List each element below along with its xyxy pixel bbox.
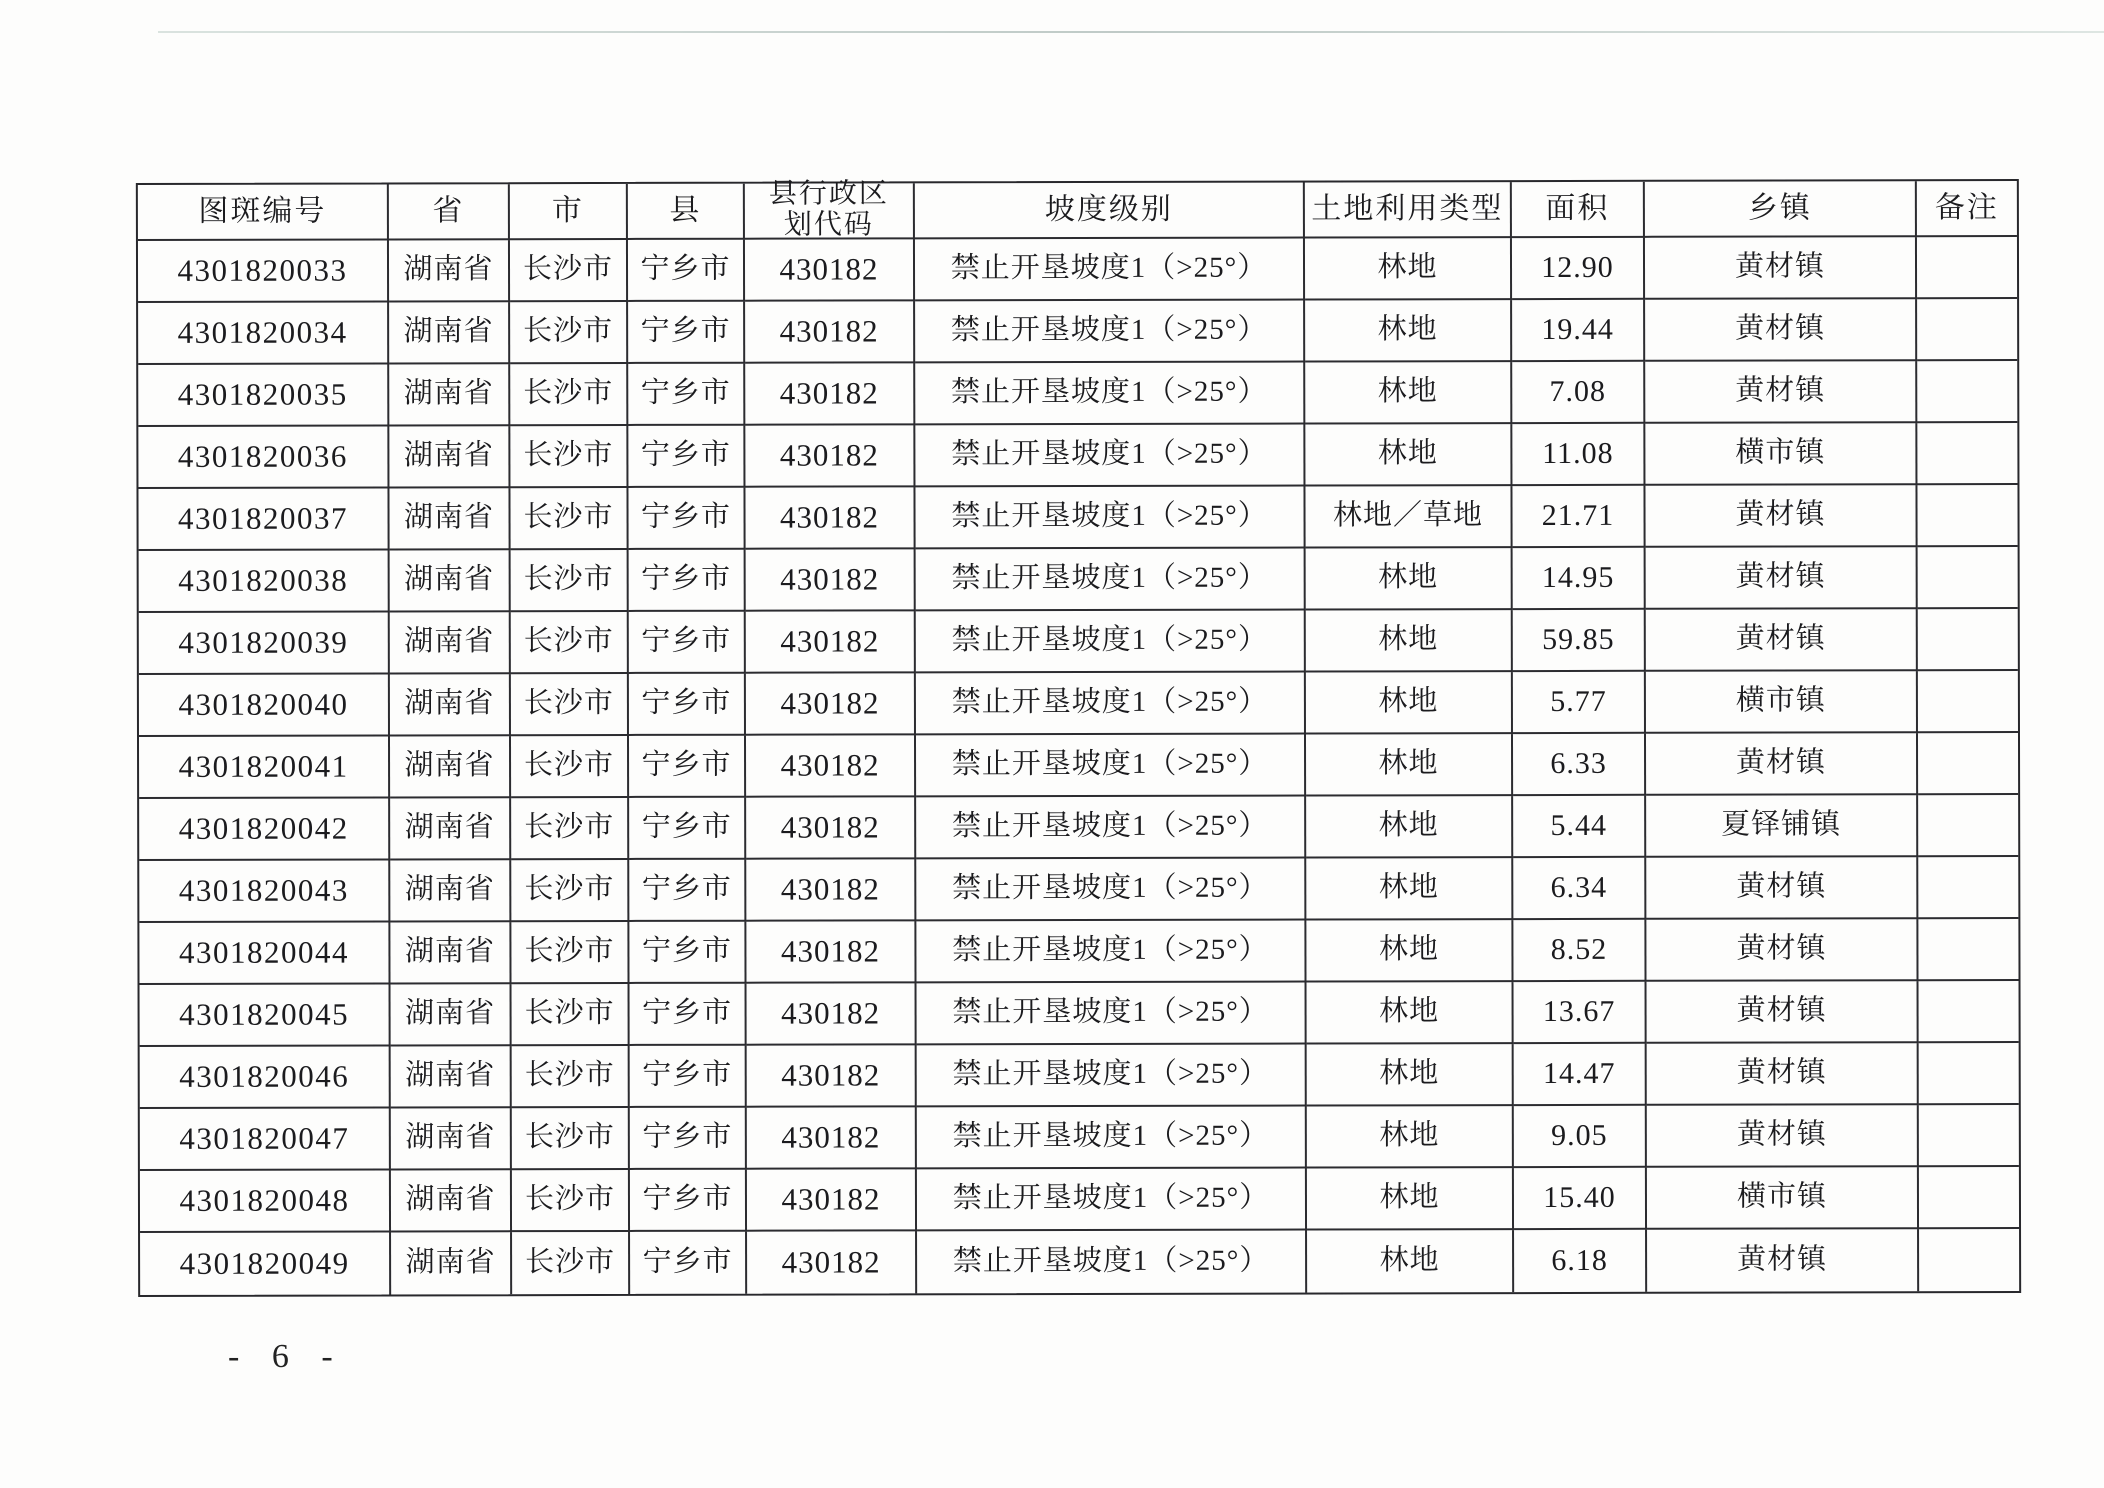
cell-township: 黄材镇 — [1645, 237, 1917, 300]
cell-slope-level: 禁止开垦坡度1（>25°） — [915, 425, 1305, 488]
table-row — [140, 1105, 2019, 1171]
table-row — [138, 423, 2017, 489]
cell-remark — [1917, 361, 2017, 423]
cell-township: 横市镇 — [1647, 1167, 1919, 1230]
cell-land-use-type: 林地 — [1306, 796, 1513, 858]
cell-province: 湖南省 — [390, 922, 511, 984]
cell-remark — [1918, 609, 2018, 671]
cell-land-use-type: 林地 — [1307, 1168, 1514, 1230]
cell-township: 黄材镇 — [1645, 299, 1917, 362]
cell-county: 宁乡市 — [630, 1232, 747, 1294]
cell-land-use-type: 林地 — [1306, 548, 1513, 610]
cell-land-use-type: 林地 — [1306, 672, 1513, 734]
table-row — [139, 547, 2018, 613]
cell-county: 宁乡市 — [628, 426, 745, 488]
cell-slope-level: 禁止开垦坡度1（>25°） — [915, 239, 1305, 302]
cell-county-code: 430182 — [747, 983, 917, 1045]
cell-township: 黄材镇 — [1645, 485, 1917, 548]
table-row — [138, 299, 2017, 365]
cell-county: 宁乡市 — [630, 984, 747, 1046]
cell-plot-id: 4301820033 — [138, 240, 389, 303]
header-plot-id: 图斑编号 — [138, 184, 389, 241]
cell-province: 湖南省 — [390, 736, 511, 798]
cell-plot-id: 4301820045 — [140, 984, 391, 1047]
cell-county-code: 430182 — [747, 1107, 917, 1169]
table-row — [138, 361, 2017, 427]
cell-area: 14.95 — [1513, 548, 1646, 610]
cell-plot-id: 4301820034 — [138, 302, 389, 365]
cell-county: 宁乡市 — [630, 1108, 747, 1170]
cell-county-code: 430182 — [746, 549, 916, 611]
cell-area: 5.77 — [1513, 672, 1646, 734]
cell-city: 长沙市 — [511, 860, 629, 922]
cell-township: 黄材镇 — [1646, 547, 1918, 610]
cell-township: 黄材镇 — [1646, 609, 1918, 672]
cell-area: 15.40 — [1514, 1168, 1647, 1230]
cell-slope-level: 禁止开垦坡度1（>25°） — [917, 983, 1307, 1046]
cell-slope-level: 禁止开垦坡度1（>25°） — [915, 487, 1305, 550]
cell-province: 湖南省 — [390, 798, 511, 860]
cell-city: 长沙市 — [511, 550, 629, 612]
cell-remark — [1918, 547, 2018, 609]
cell-area: 6.34 — [1513, 858, 1646, 920]
cell-city: 长沙市 — [510, 302, 628, 364]
cell-province: 湖南省 — [389, 488, 510, 550]
cell-county-code: 430182 — [747, 1169, 917, 1231]
cell-land-use-type: 林地 — [1305, 362, 1512, 424]
cell-city: 长沙市 — [512, 1170, 630, 1232]
cell-county-code: 430182 — [745, 425, 915, 487]
cell-county-code: 430182 — [746, 797, 916, 859]
cell-area: 11.08 — [1512, 424, 1645, 486]
cell-county: 宁乡市 — [628, 364, 745, 426]
cell-county-code: 430182 — [746, 673, 916, 735]
cell-slope-level: 禁止开垦坡度1（>25°） — [916, 673, 1306, 736]
cell-area: 59.85 — [1513, 610, 1646, 672]
cell-county-code: 430182 — [745, 363, 915, 425]
cell-province: 湖南省 — [390, 674, 511, 736]
cell-county: 宁乡市 — [628, 302, 745, 364]
table-row — [139, 795, 2018, 861]
cell-area: 13.67 — [1514, 982, 1647, 1044]
cell-province: 湖南省 — [391, 984, 512, 1046]
header-township: 乡镇 — [1645, 181, 1917, 238]
header-city: 市 — [510, 184, 628, 240]
cell-remark — [1917, 237, 2017, 299]
cell-land-use-type: 林地 — [1307, 1044, 1514, 1106]
cell-area: 6.33 — [1513, 734, 1646, 796]
cell-area: 9.05 — [1514, 1106, 1647, 1168]
cell-slope-level: 禁止开垦坡度1（>25°） — [916, 549, 1306, 612]
cell-land-use-type: 林地 — [1307, 982, 1514, 1044]
cell-city: 长沙市 — [512, 984, 630, 1046]
cell-county: 宁乡市 — [629, 736, 746, 798]
scan-artifact-line — [158, 31, 2104, 33]
cell-county-code: 430182 — [746, 859, 916, 921]
header-area: 面积 — [1512, 182, 1645, 238]
land-plot-table — [136, 179, 2021, 1297]
cell-remark — [1919, 981, 2019, 1043]
cell-plot-id: 4301820046 — [140, 1046, 391, 1109]
cell-slope-level: 禁止开垦坡度1（>25°） — [917, 1045, 1307, 1108]
cell-slope-level: 禁止开垦坡度1（>25°） — [916, 859, 1306, 922]
cell-land-use-type: 林地 — [1306, 858, 1513, 920]
cell-plot-id: 4301820041 — [139, 736, 390, 799]
cell-province: 湖南省 — [390, 860, 511, 922]
cell-plot-id: 4301820042 — [139, 798, 390, 861]
cell-township: 黄材镇 — [1647, 1105, 1919, 1168]
table-row — [138, 485, 2017, 551]
cell-plot-id: 4301820035 — [138, 364, 389, 427]
table-row — [138, 237, 2017, 303]
cell-area: 8.52 — [1513, 920, 1646, 982]
cell-county: 宁乡市 — [628, 488, 745, 550]
cell-plot-id: 4301820039 — [139, 612, 390, 675]
cell-county: 宁乡市 — [629, 550, 746, 612]
cell-county-code: 430182 — [746, 921, 916, 983]
table-body — [138, 237, 2019, 1295]
cell-county-code: 430182 — [747, 1045, 917, 1107]
cell-county: 宁乡市 — [629, 798, 746, 860]
cell-slope-level: 禁止开垦坡度1（>25°） — [915, 301, 1305, 364]
cell-land-use-type: 林地 — [1306, 734, 1513, 796]
cell-area: 12.90 — [1512, 238, 1645, 300]
cell-plot-id: 4301820043 — [139, 860, 390, 923]
cell-city: 长沙市 — [511, 736, 629, 798]
cell-township: 黄材镇 — [1646, 733, 1918, 796]
cell-city: 长沙市 — [510, 364, 628, 426]
table-header-row — [138, 178, 2017, 241]
cell-city: 长沙市 — [512, 1108, 630, 1170]
cell-plot-id: 4301820038 — [139, 550, 390, 613]
cell-province: 湖南省 — [389, 426, 510, 488]
cell-city: 长沙市 — [511, 922, 629, 984]
cell-city: 长沙市 — [510, 240, 628, 302]
cell-county: 宁乡市 — [629, 674, 746, 736]
cell-plot-id: 4301820048 — [140, 1170, 391, 1233]
table-row — [140, 1229, 2019, 1295]
cell-slope-level: 禁止开垦坡度1（>25°） — [917, 1231, 1307, 1294]
cell-remark — [1919, 1229, 2019, 1291]
cell-county-code: 430182 — [746, 735, 916, 797]
cell-remark — [1919, 1167, 2019, 1229]
cell-county-code: 430182 — [745, 301, 915, 363]
cell-township: 横市镇 — [1645, 423, 1917, 486]
cell-township: 横市镇 — [1646, 671, 1918, 734]
cell-city: 长沙市 — [512, 1046, 630, 1108]
cell-land-use-type: 林地 — [1306, 610, 1513, 672]
cell-city: 长沙市 — [510, 488, 628, 550]
cell-province: 湖南省 — [389, 240, 510, 302]
cell-slope-level: 禁止开垦坡度1（>25°） — [916, 611, 1306, 674]
cell-land-use-type: 林地 — [1306, 920, 1513, 982]
cell-remark — [1918, 733, 2018, 795]
cell-township: 黄材镇 — [1647, 1043, 1919, 1106]
cell-county-code: 430182 — [747, 1231, 917, 1293]
table-row — [140, 981, 2019, 1047]
cell-remark — [1917, 299, 2017, 361]
cell-plot-id: 4301820049 — [140, 1232, 391, 1295]
cell-province: 湖南省 — [389, 302, 510, 364]
cell-plot-id: 4301820036 — [138, 426, 389, 489]
cell-city: 长沙市 — [510, 426, 628, 488]
cell-township: 黄材镇 — [1647, 981, 1919, 1044]
cell-slope-level: 禁止开垦坡度1（>25°） — [915, 363, 1305, 426]
cell-land-use-type: 林地 — [1305, 300, 1512, 362]
header-province: 省 — [389, 184, 510, 240]
cell-slope-level: 禁止开垦坡度1（>25°） — [916, 921, 1306, 984]
header-land-use: 土地利用类型 — [1305, 182, 1512, 238]
cell-remark — [1918, 795, 2018, 857]
header-slope-level: 坡度级别 — [915, 183, 1305, 240]
table-row — [139, 857, 2018, 923]
cell-area: 14.47 — [1514, 1044, 1647, 1106]
cell-city: 长沙市 — [512, 1232, 630, 1294]
table-row — [139, 671, 2018, 737]
cell-city: 长沙市 — [511, 612, 629, 674]
table-row — [140, 1167, 2019, 1233]
table-row — [139, 919, 2018, 985]
table-row — [139, 733, 2018, 799]
cell-county: 宁乡市 — [628, 240, 745, 302]
cell-slope-level: 禁止开垦坡度1（>25°） — [916, 797, 1306, 860]
cell-slope-level: 禁止开垦坡度1（>25°） — [917, 1107, 1307, 1170]
cell-area: 6.18 — [1514, 1230, 1647, 1292]
table-row — [140, 1043, 2019, 1109]
cell-remark — [1919, 1105, 2019, 1167]
cell-county: 宁乡市 — [629, 922, 746, 984]
cell-county-code: 430182 — [745, 487, 915, 549]
header-county-code: 县行政区 划代码 — [745, 183, 915, 239]
cell-county: 宁乡市 — [629, 860, 746, 922]
cell-province: 湖南省 — [390, 550, 511, 612]
header-remark: 备注 — [1917, 181, 2017, 237]
cell-remark — [1918, 857, 2018, 919]
cell-province: 湖南省 — [391, 1046, 512, 1108]
cell-slope-level: 禁止开垦坡度1（>25°） — [917, 1169, 1307, 1232]
cell-land-use-type: 林地 — [1307, 1106, 1514, 1168]
cell-land-use-type: 林地 — [1307, 1230, 1514, 1292]
cell-plot-id: 4301820047 — [140, 1108, 391, 1171]
cell-land-use-type: 林地 — [1305, 424, 1512, 486]
cell-area: 21.71 — [1512, 486, 1645, 548]
cell-remark — [1918, 671, 2018, 733]
header-county: 县 — [628, 184, 745, 240]
cell-county-code: 430182 — [746, 611, 916, 673]
cell-township: 黄材镇 — [1646, 857, 1918, 920]
cell-remark — [1917, 423, 2017, 485]
cell-province: 湖南省 — [389, 364, 510, 426]
cell-province: 湖南省 — [391, 1108, 512, 1170]
cell-remark — [1917, 485, 2017, 547]
cell-slope-level: 禁止开垦坡度1（>25°） — [916, 735, 1306, 798]
cell-remark — [1919, 1043, 2019, 1105]
cell-township: 黄材镇 — [1645, 361, 1917, 424]
cell-province: 湖南省 — [391, 1232, 512, 1294]
cell-township: 夏铎铺镇 — [1646, 795, 1918, 858]
cell-land-use-type: 林地／草地 — [1305, 486, 1512, 548]
cell-county: 宁乡市 — [630, 1046, 747, 1108]
cell-plot-id: 4301820037 — [138, 488, 389, 551]
cell-land-use-type: 林地 — [1305, 238, 1512, 300]
cell-area: 19.44 — [1512, 300, 1645, 362]
cell-township: 黄材镇 — [1646, 919, 1918, 982]
cell-city: 长沙市 — [511, 674, 629, 736]
page-number: - 6 - — [228, 1338, 345, 1375]
cell-plot-id: 4301820044 — [139, 922, 390, 985]
table-row — [139, 609, 2018, 675]
cell-county: 宁乡市 — [629, 612, 746, 674]
cell-county-code: 430182 — [745, 239, 915, 301]
cell-area: 7.08 — [1512, 362, 1645, 424]
cell-plot-id: 4301820040 — [139, 674, 390, 737]
cell-province: 湖南省 — [391, 1170, 512, 1232]
cell-county: 宁乡市 — [630, 1170, 747, 1232]
cell-area: 5.44 — [1513, 796, 1646, 858]
cell-city: 长沙市 — [511, 798, 629, 860]
cell-township: 黄材镇 — [1647, 1229, 1919, 1292]
cell-province: 湖南省 — [390, 612, 511, 674]
cell-remark — [1918, 919, 2018, 981]
